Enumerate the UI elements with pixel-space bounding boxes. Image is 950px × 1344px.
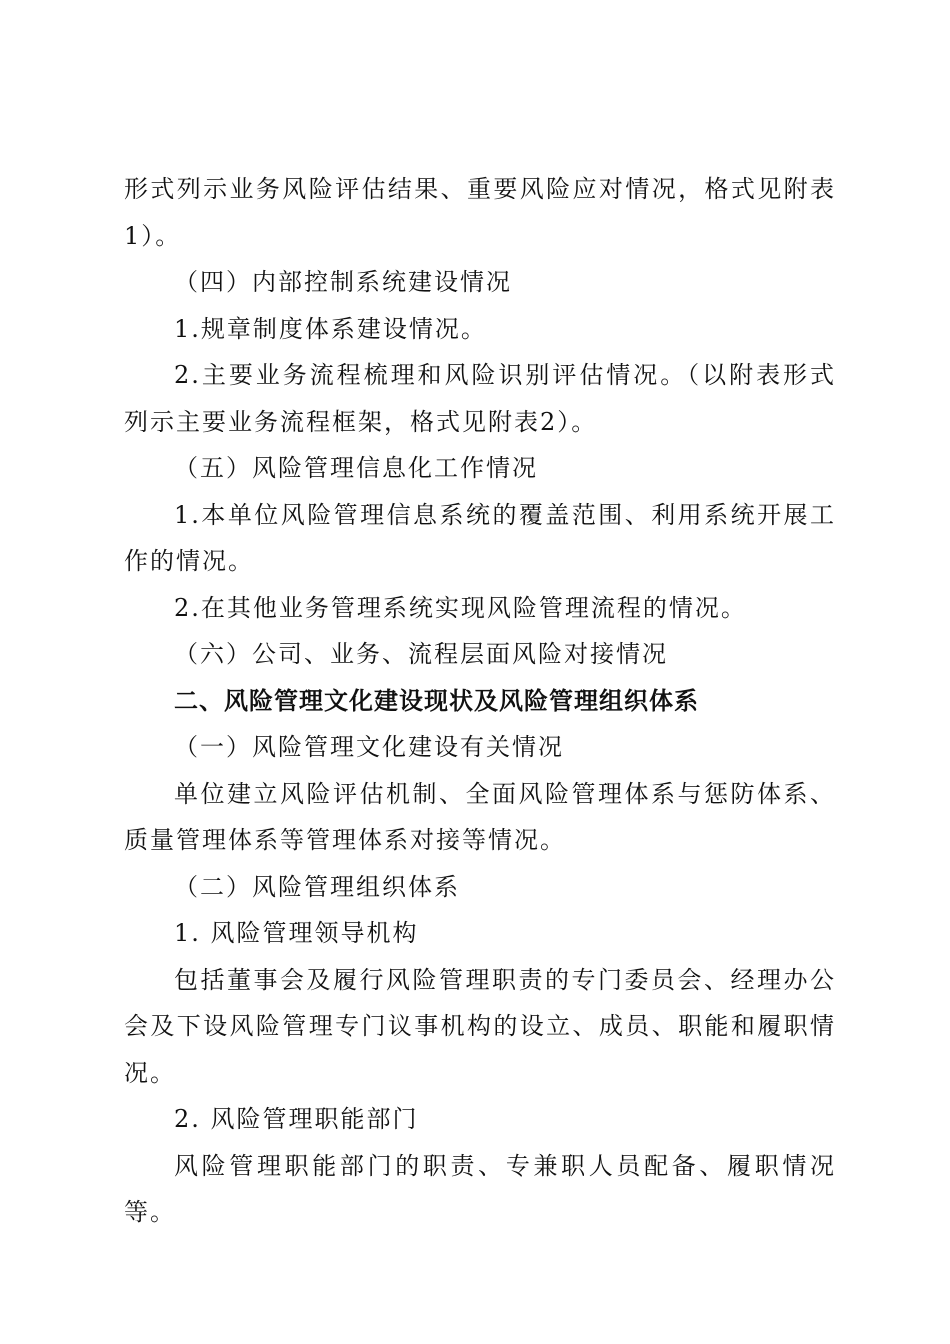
paragraph-continuation: 形式列示业务风险评估结果、重要风险应对情况，格式见附表1）。 [124, 175, 836, 250]
section-heading-4: （四）内部控制系统建设情况 [174, 268, 512, 296]
section-heading-5: （五）风险管理信息化工作情况 [174, 454, 538, 482]
section-heading-1: （一）风险管理文化建设有关情况 [174, 733, 564, 761]
section-heading-6: （六）公司、业务、流程层面风险对接情况 [174, 640, 668, 668]
list-item: 2.主要业务流程梳理和风险识别评估情况。（以附表形式列示主要业务流程框架，格式见附表2）。 [124, 361, 836, 436]
list-item: 2.在其他业务管理系统实现风险管理流程的情况。 [174, 593, 747, 622]
list-item: 1.规章制度体系建设情况。 [174, 314, 487, 343]
chapter-heading: 二、风险管理文化建设现状及风险管理组织体系 [174, 686, 699, 715]
body-paragraph: 单位建立风险评估机制、全面风险管理体系与惩防体系、质量管理体系等管理体系对接等情况。 [124, 779, 836, 854]
body-paragraph: 风险管理职能部门的职责、专兼职人员配备、履职情况等。 [124, 1151, 836, 1226]
list-item: 1.本单位风险管理信息系统的覆盖范围、利用系统开展工作的情况。 [124, 500, 836, 575]
document-body [124, 166, 836, 1236]
body-paragraph: 包括董事会及履行风险管理职责的专门委员会、经理办公会及下设风险管理专门议事机构的设立、成员、职能和履职情况。 [124, 965, 836, 1087]
subsection-heading: 1. 风险管理领导机构 [174, 919, 419, 947]
subsection-heading: 2. 风险管理职能部门 [174, 1105, 419, 1133]
section-heading-2: （二）风险管理组织体系 [174, 872, 460, 901]
